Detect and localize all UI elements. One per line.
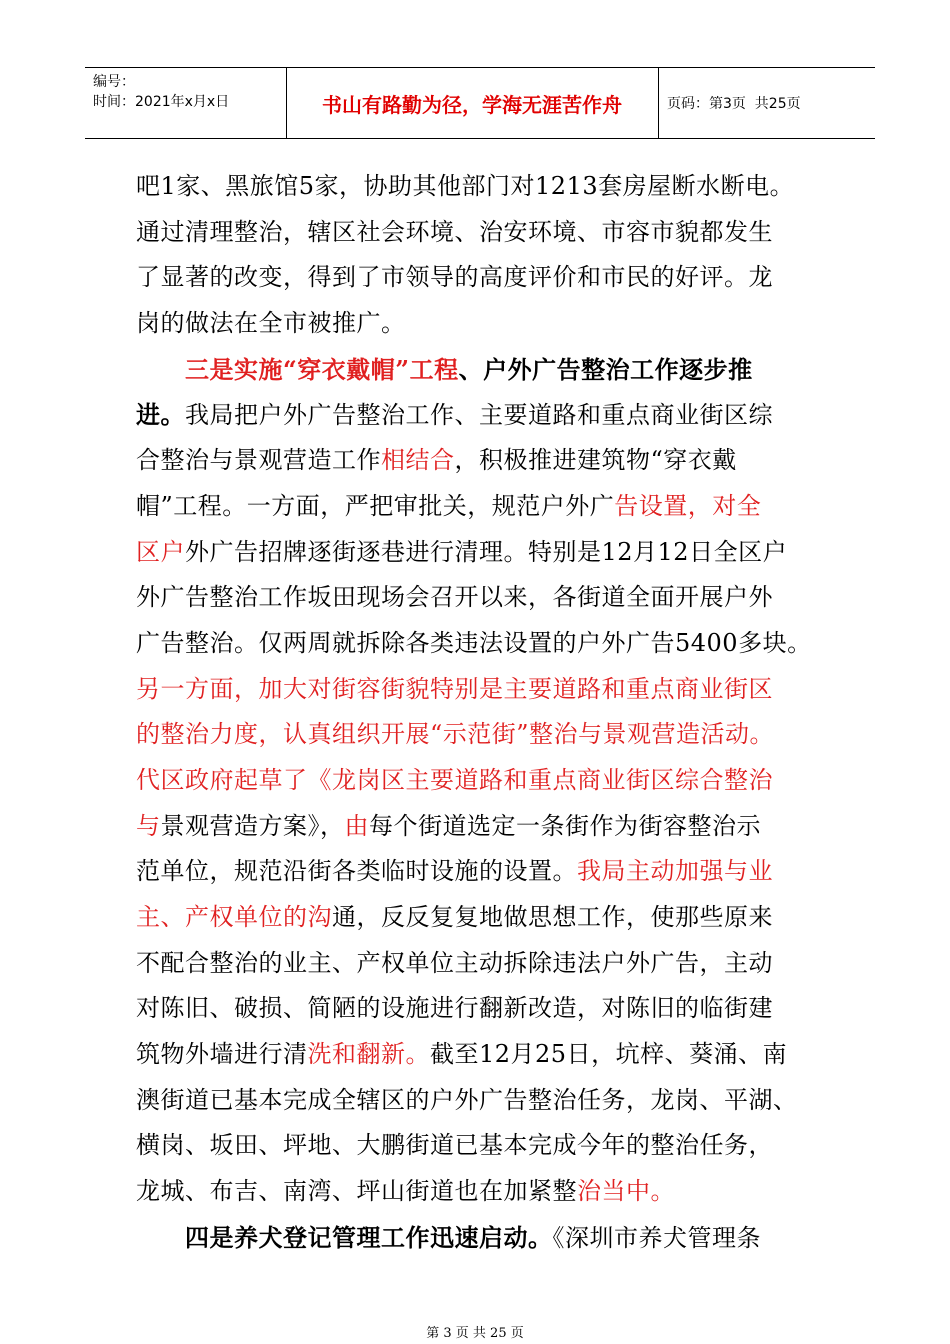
text-run: 对陈旧、破损、简陋的设施进行翻新改造，对陈旧的临街建 (136, 994, 773, 1023)
document-body (136, 164, 836, 1261)
text-line (136, 941, 836, 987)
text-run (136, 1224, 185, 1252)
text-line (136, 895, 836, 941)
number-label: 编号： (93, 74, 135, 90)
text-run: 岗的做法在全市被推广。 (136, 309, 406, 338)
text-line (136, 575, 836, 621)
text-line (136, 1032, 836, 1078)
header-motto: 书山有路勤为径，学海无涯苦作舟 (322, 92, 622, 117)
highlighted-text: 与 (136, 811, 161, 840)
header-page-info: 页码：第3页 共25页 (667, 96, 801, 112)
page-footer: 第 3 页 共 25 页 (426, 1326, 524, 1341)
text-run: 进。 (136, 400, 185, 430)
text-line (136, 210, 836, 256)
text-line (136, 1169, 836, 1215)
text-line (136, 255, 836, 301)
text-run: 帽”工程。一方面，严把审批关，规范户外广 (136, 491, 615, 520)
header-meta (93, 72, 283, 112)
highlighted-text: 我局主动加强与业 (577, 857, 773, 886)
text-line (136, 530, 836, 576)
text-run: 我局把户外广告整治工作、主要道路和重点商业街区综 (185, 401, 773, 430)
header-divider (658, 68, 659, 138)
text-line (136, 621, 836, 667)
highlighted-text: 三是实施“穿衣戴帽”工程 (185, 354, 459, 384)
text-run: 外广告招牌逐街逐巷进行清理。特别是12月12日全区户 (185, 537, 788, 566)
text-run: 澳街道已基本完成全辖区的户外广告整治任务，龙岗、平湖、 (136, 1085, 798, 1114)
text-line (136, 301, 836, 347)
text-line (136, 1123, 836, 1169)
text-run: 龙城、布吉、南湾、坪山街道也在加紧整 (136, 1177, 577, 1206)
text-run: 《深圳市养犬管理条 (552, 1223, 761, 1252)
text-run: 了显著的改变，得到了市领导的高度评价和市民的好评。龙 (136, 263, 773, 292)
text-run: 通过清理整治，辖区社会环境、治安环境、市容市貌都发生 (136, 217, 773, 246)
text-line (136, 1078, 836, 1124)
time-label: 时间：2021年x月x日 (93, 94, 230, 110)
highlighted-text: 治当中。 (577, 1177, 675, 1206)
text-run: 广告整治。仅两周就拆除各类违法设置的户外广告5400多块。 (136, 628, 812, 657)
highlighted-text: 区户 (136, 537, 185, 566)
text-line (136, 1215, 836, 1261)
text-run: 外广告整治工作坂田现场会召开以来，各街道全面开展户外 (136, 583, 773, 612)
highlighted-text: 主、产权单位的沟 (136, 903, 332, 931)
text-run: 范单位，规范沿街各类临时设施的设置。 (136, 857, 577, 886)
text-line (136, 392, 836, 438)
text-run: 每个街道选定一条街作为街容整治示 (369, 811, 761, 840)
text-line (136, 849, 836, 895)
text-line (136, 712, 836, 758)
page-header (85, 67, 875, 139)
highlighted-text: 的整治力度，认真组织开展“示范街”整治与景观营造活动。 (136, 720, 775, 749)
text-line (136, 986, 836, 1032)
text-run: 不配合整治的业主、产权单位主动拆除违法户外广告，主动 (136, 948, 773, 977)
text-line (136, 804, 836, 850)
text-run: 合整治与景观营造工作 (136, 446, 381, 475)
text-line (136, 164, 836, 210)
text-run: 、户外广告整治工作逐步推 (458, 354, 753, 384)
text-line (136, 667, 836, 713)
text-run: 四是养犬登记管理工作迅速启动。 (185, 1222, 553, 1252)
text-line (136, 438, 836, 484)
text-run (136, 356, 185, 384)
text-run: 通，反反复复地做思想工作，使那些原来 (332, 903, 773, 931)
highlighted-text: 代区政府起草了《龙岗区主要道路和重点商业街区综合整治 (136, 765, 773, 794)
highlighted-text: 洗和翻新。 (307, 1040, 430, 1069)
highlighted-text: 另一方面，加大对街容街貌特别是主要道路和重点商业街区 (136, 674, 773, 703)
text-line (136, 347, 836, 393)
text-run: ，积极推进建筑物“穿衣戴 (454, 446, 737, 475)
text-line (136, 758, 836, 804)
text-run: 横岗、坂田、坪地、大鹏街道已基本完成今年的整治任务， (136, 1131, 773, 1160)
highlighted-text: 由 (344, 811, 369, 840)
text-line (136, 484, 836, 530)
highlighted-text: 告设置，对全 (614, 491, 762, 520)
text-run: 景观营造方案》， (160, 811, 345, 840)
text-run: 吧1家、黑旅馆5家，协助其他部门对1213套房屋断水断电。 (136, 172, 795, 200)
text-run: 截至12月25日，坑梓、葵涌、南 (430, 1040, 788, 1069)
text-run: 筑物外墙进行清 (136, 1040, 308, 1069)
highlighted-text: 相结合 (381, 446, 455, 475)
